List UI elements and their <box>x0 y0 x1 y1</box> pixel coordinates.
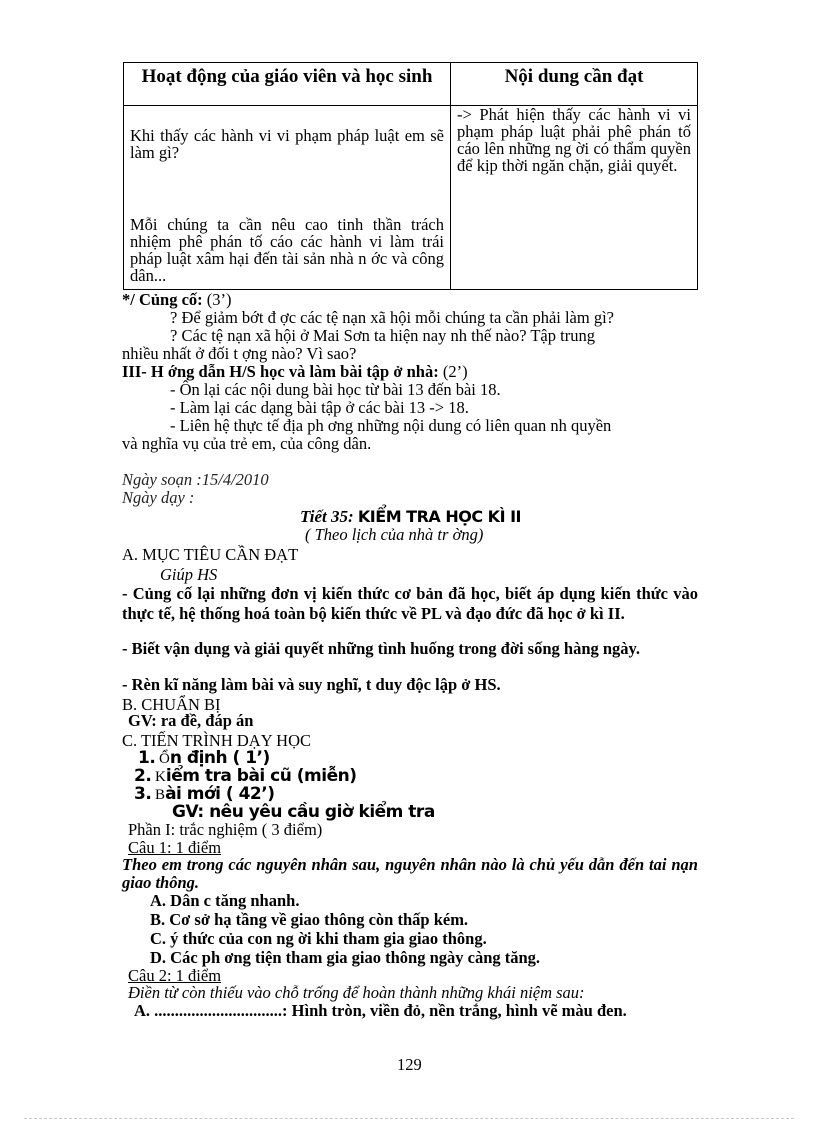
objective-item-2: - Biết vận dụng và giải quyết những tình huống trong đời sống hàng ngày. <box>122 639 641 658</box>
process-gv-note: GV: nêu yêu cầu giờ kiểm tra <box>172 802 435 822</box>
preparation-gv-line <box>128 712 253 730</box>
lesson-schedule: ( Theo lịch của nhà tr ờng) <box>305 525 484 544</box>
q2-option-a: A. ...............................: Hình tròn, viền đỏ, nền trắng, hình vẽ màu đen. <box>134 1001 627 1020</box>
q1-option-a: A. Dân c tăng nhanh. <box>150 891 300 910</box>
date-taught: Ngày dạy : <box>122 488 195 507</box>
part1-title: Phần I: trắc nghiệm ( 3 điểm) <box>128 820 323 839</box>
page-number: 129 <box>397 1055 422 1074</box>
process-step-3-cap: B <box>151 787 166 803</box>
lesson-title-line <box>300 507 521 527</box>
process-step-1-number: 1. <box>138 748 156 768</box>
process-step-2 <box>134 766 356 786</box>
q2-label: Câu 2: 1 điểm <box>128 966 222 985</box>
activity-table <box>123 62 698 290</box>
homework-item-2: - Làm lại các dạng bài tập ở các bài 13 -> 18. <box>170 398 469 417</box>
process-step-1 <box>138 748 270 768</box>
q2-prompt: Điền từ còn thiếu vào chỗ trống để hoàn thành những khái niệm sau: <box>128 983 585 1002</box>
consolidation-heading: */ Củng cố: <box>122 290 203 309</box>
process-step-2-text: iểm tra bài cũ (miễn) <box>165 766 357 786</box>
objective-item-3: - Rèn kĩ năng làm bài và suy nghĩ, t duy độc lập ở HS. <box>122 675 501 694</box>
process-step-1-cap: Ổ <box>155 751 170 767</box>
process-step-2-cap: K <box>151 769 166 785</box>
table-row <box>124 106 698 290</box>
objective-item-1: - Củng cố lại những đơn vị kiến thức cơ bản đã học, biết áp dụng kiến thức vào thực tế, hệ thống hoá toàn bộ kiến thức về PL và đạo đức đã học ở kì II. <box>122 584 698 623</box>
table-cell-activity <box>124 106 451 290</box>
homework-heading: III- H ớng dẫn H/S học và làm bài tập ở nhà: <box>122 362 439 381</box>
q1-prompt: Theo em trong các nguyên nhân sau, nguyên nhân nào là chủ yếu dẫn đến tai nạn giao thông. <box>122 855 698 892</box>
consolidation-duration: (3’) <box>202 290 232 309</box>
homework-heading-line <box>122 363 468 381</box>
table-header-right: Nội dung cần đạt <box>451 63 698 106</box>
teacher-statement: Mỗi chúng ta cần nêu cao tinh thần trách nhiệm phê phán tố cáo các hành vi làm trái pháp luật xâm hại đến tài sản nhà n ớc và công dân... <box>130 215 444 285</box>
preparation-heading: B. CHUẨN BỊ <box>122 695 221 714</box>
lesson-title: KIỂM TRA HỌC KÌ II <box>357 507 521 526</box>
lesson-period: Tiết 35: <box>300 507 354 526</box>
homework-item-3-cont: và nghĩa vụ của trẻ em, của công dân. <box>122 434 372 453</box>
process-step-3 <box>134 784 275 804</box>
expected-answer: -> Phát hiện thấy các hành vi vi phạm pháp luật phải phê phán tố cáo lên những ng ời có thẩm quyền để kịp thời ngăn chặn, giải quyết. <box>457 105 691 175</box>
page-bottom-divider <box>24 1118 794 1119</box>
process-step-1-text: n định ( 1’) <box>169 748 270 768</box>
consolidation-question-2-cont: nhiều nhất ở đối t ợng nào? Vì sao? <box>122 344 357 363</box>
process-step-3-number: 3. <box>134 784 152 804</box>
consolidation-question-2: ? Các tệ nạn xã hội ở Mai Sơn ta hiện nay nh thế nào? Tập trung <box>170 326 595 345</box>
homework-item-3: - Liên hệ thực tế địa ph ơng những nội dung có liên quan nh quyền <box>170 416 612 435</box>
process-step-2-number: 2. <box>134 766 152 786</box>
homework-duration: (2’) <box>438 362 468 381</box>
q1-label: Câu 1: 1 điểm <box>128 838 222 857</box>
process-heading: C. TIẾN TRÌNH DẠY HỌC <box>122 731 311 750</box>
process-step-3-text: ài mới ( 42’) <box>165 784 275 804</box>
preparation-gv-label: GV: <box>128 711 157 730</box>
table-cell-content <box>451 106 698 290</box>
consolidation-question-1: ? Để giảm bớt đ ợc các tệ nạn xã hội mỗi chúng ta cần phải làm gì? <box>170 308 615 327</box>
homework-item-1: - Ôn lại các nội dung bài học từ bài 13 đến bài 18. <box>170 380 501 399</box>
q1-option-d: D. Các ph ơng tiện tham gia giao thông ngày càng tăng. <box>150 948 541 967</box>
q1-option-c: C. ý thức của con ng ời khi tham gia giao thông. <box>150 929 487 948</box>
table-header-row <box>124 63 698 106</box>
q1-option-b: B. Cơ sở hạ tầng về giao thông còn thấp kém. <box>150 910 469 929</box>
teacher-question: Khi thấy các hành vi vi phạm pháp luật em sẽ làm gì? <box>130 126 444 162</box>
preparation-gv-text: ra đề, đáp án <box>156 711 254 730</box>
objectives-heading: A. MỤC TIÊU CẦN ĐẠT <box>122 545 299 564</box>
objectives-help: Giúp HS <box>160 565 218 584</box>
date-prepared: Ngày soạn :15/4/2010 <box>122 470 269 489</box>
consolidation-heading-line <box>122 291 232 309</box>
table-header-left: Hoạt động của giáo viên và học sinh <box>124 63 451 106</box>
